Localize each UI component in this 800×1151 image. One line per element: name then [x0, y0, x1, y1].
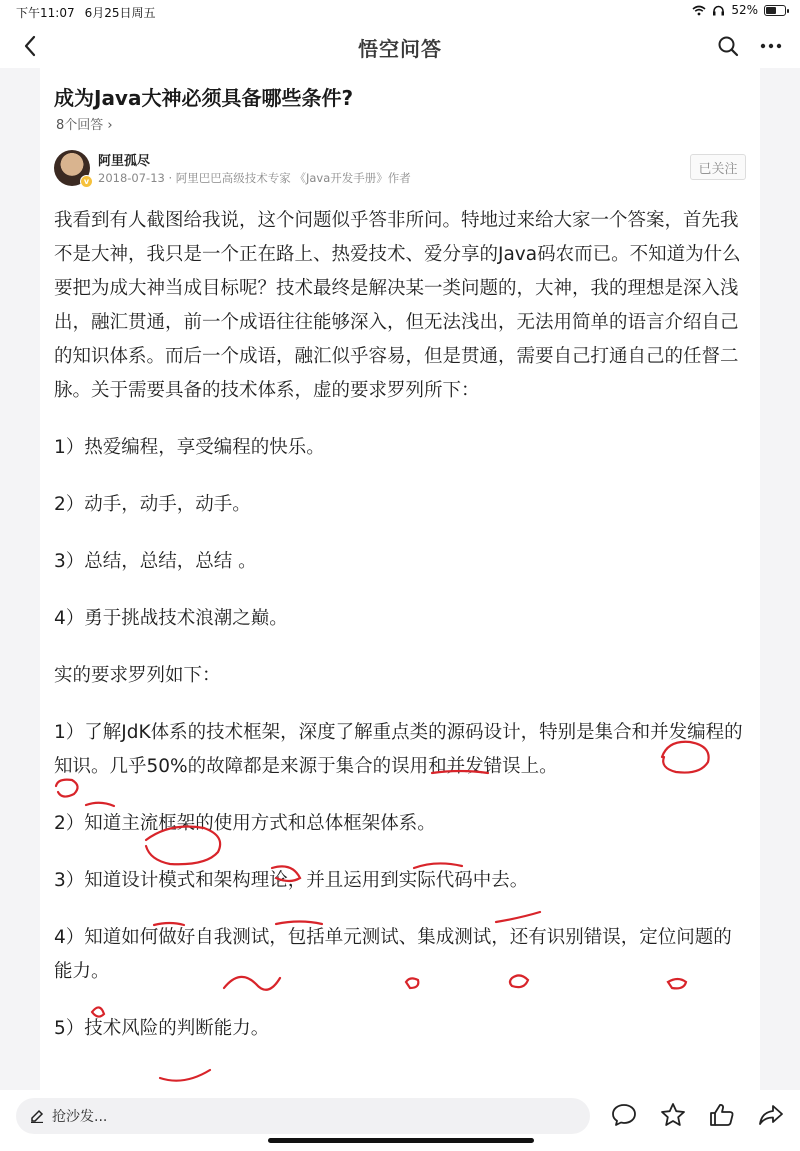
answer-paragraph: 1）热爱编程，享受编程的快乐。: [54, 437, 325, 458]
answer-paragraph: 4）知道如何做好自我测试，包括单元测试、集成测试，还有识别错误，定位问题的能力。: [54, 927, 732, 982]
battery-percent: 52%: [731, 3, 758, 17]
follow-button[interactable]: 已关注: [690, 154, 746, 180]
comment-placeholder: 抢沙发...: [52, 1109, 108, 1125]
answer-paragraph: 1）了解JdK体系的技术框架，深度了解重点类的源码设计，特别是集合和并发编程的知识。几乎50%的故障都是来源于集合的误用和并发错误上。: [54, 722, 743, 777]
author-name[interactable]: 阿里孤尽: [98, 154, 151, 169]
headphones-icon: [712, 5, 725, 16]
answer-paragraph: 我看到有人截图给我说，这个问题似乎答非所问。特地过来给大家一个答案，首先我不是大神，我只是一个正在路上、热爱技术、爱分享的Java码农而已。不知道为什么要把为成大神当成目标呢？技术最终是解决某一类问题的，大神，我的理想是深入浅出，融汇贯通，前一个成语往往能够深入，但无法浅出，无法用简单的语言介绍自己的知识体系。而后一个成语，融汇似乎容易，但是贯通，需要自己打通自己的任督二脉。关于需要具备的技术体系，虚的要求罗列所下：: [54, 210, 741, 401]
answer-paragraph: 3）知道设计模式和架构理论，并且运用到实际代码中去。: [54, 870, 529, 891]
avatar[interactable]: [54, 150, 90, 186]
author-row: [54, 150, 746, 190]
more-icon: [760, 43, 782, 49]
wifi-icon: [692, 5, 706, 16]
answer-paragraph: 4）勇于挑战技术浪潮之巅。: [54, 608, 288, 629]
answer-paragraph: 实的要求罗列如下：: [54, 665, 221, 686]
battery-icon: [764, 5, 786, 16]
answer-paragraph: 2）动手，动手，动手。: [54, 494, 251, 515]
answer-content: [54, 204, 746, 1069]
home-indicator: [268, 1138, 534, 1143]
status-time: 下午11:07: [16, 6, 75, 20]
bottom-toolbar: [0, 1090, 800, 1151]
nav-bar: [0, 24, 800, 68]
comment-button[interactable]: [608, 1099, 640, 1131]
answer-card: [40, 68, 760, 1090]
question-title: 成为Java大神必须具备哪些条件?: [54, 86, 354, 110]
verified-badge-icon: v: [80, 175, 93, 188]
answer-count-link[interactable]: 8个回答 ›: [56, 118, 113, 133]
thumbs-up-icon: [709, 1102, 735, 1128]
more-button[interactable]: [756, 32, 786, 60]
search-button[interactable]: [714, 32, 742, 60]
answer-paragraph: 3）总结，总结，总结 。: [54, 551, 257, 572]
share-icon: [758, 1103, 784, 1127]
answer-paragraph: 5）技术风险的判断能力。: [54, 1018, 270, 1039]
status-bar: [0, 0, 800, 24]
comment-input[interactable]: [16, 1098, 590, 1134]
app-title: 悟空问答: [358, 37, 442, 61]
search-icon: [717, 35, 739, 57]
comment-icon: [611, 1103, 637, 1127]
answer-paragraph: 2）知道主流框架的使用方式和总体框架体系。: [54, 813, 436, 834]
pen-icon: [30, 1109, 44, 1123]
like-button[interactable]: [706, 1099, 738, 1131]
favorite-button[interactable]: [657, 1099, 689, 1131]
share-button[interactable]: [755, 1099, 787, 1131]
author-meta: 2018-07-13 · 阿里巴巴高级技术专家 《Java开发手册》作者: [98, 171, 411, 185]
star-icon: [660, 1102, 686, 1128]
status-date: 6月25日周五: [84, 6, 156, 20]
